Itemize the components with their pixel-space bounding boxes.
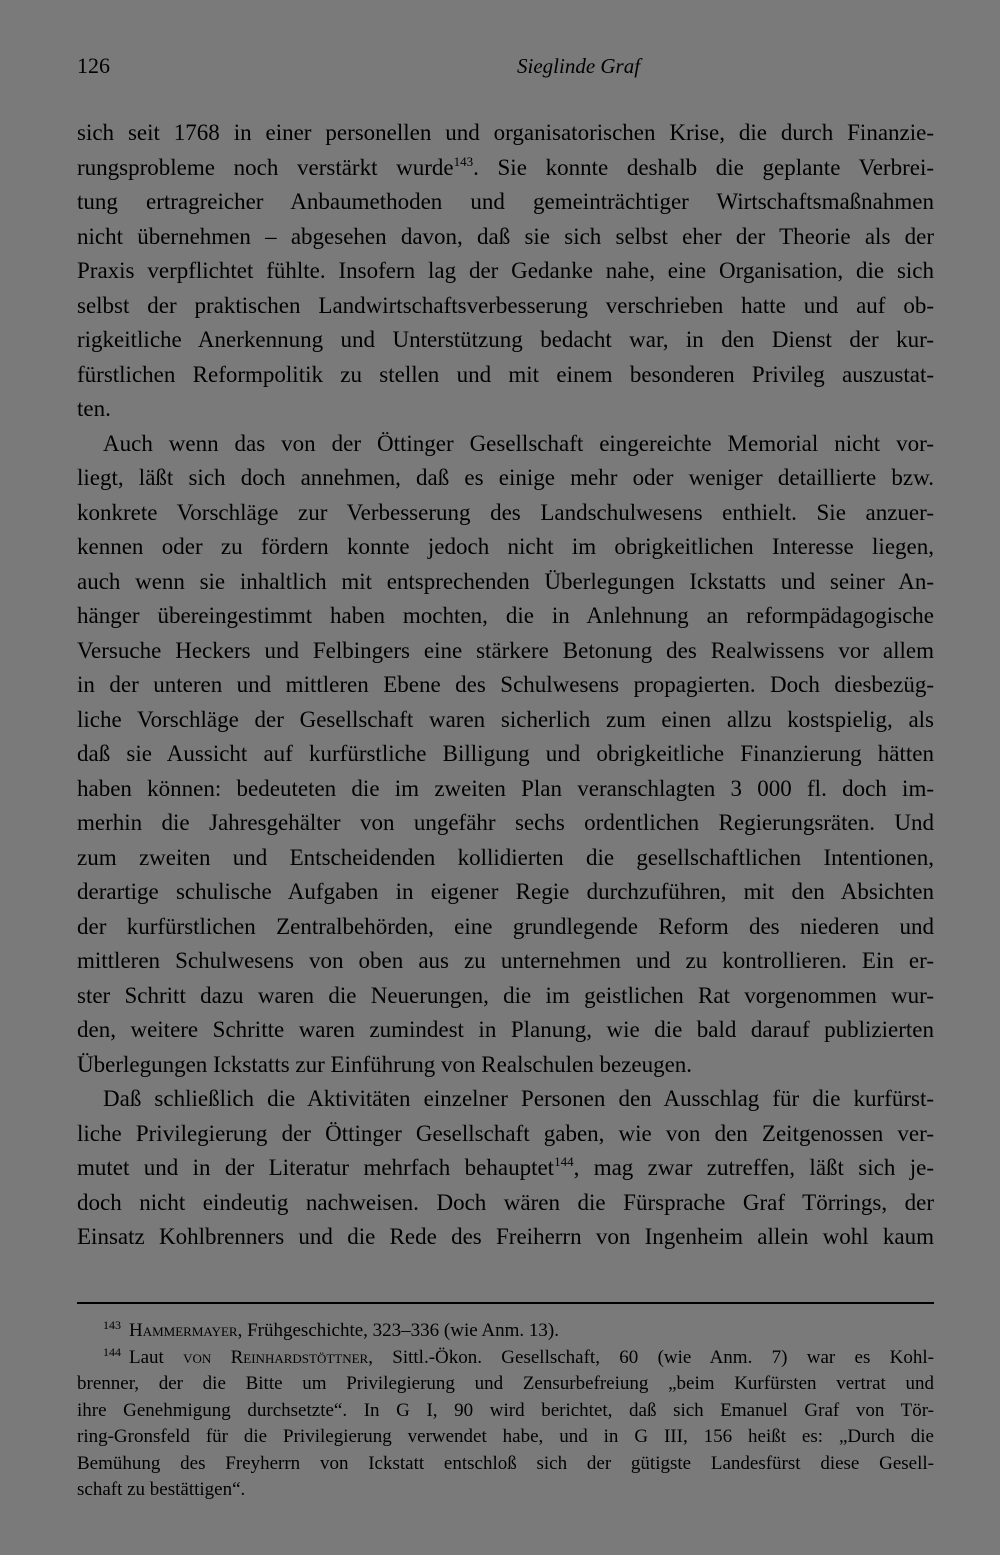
footnote-144: [77, 1345, 934, 1372]
text-line: Daß schließlich die Aktivitäten einzelner Personen den Ausschlag für die kurfürst-: [103, 1086, 934, 1111]
text-line: kennen oder zu fördern konnte jedoch nicht im obrigkeitlichen Interesse liegen,: [77, 534, 934, 559]
footnote-divider: [77, 1302, 934, 1304]
footnote-143: [77, 1318, 934, 1345]
running-head: Sieglinde Graf: [517, 54, 641, 78]
text-line: auch wenn sie inhaltlich mit entsprechenden Überlegungen Ickstatts und seiner An-: [77, 568, 934, 594]
footnote-line: Bemühung des Freyherrn von Ickstatt entschloß sich der gütigste Landesfürst diese Gesell-: [77, 1452, 934, 1474]
text-line: rigkeitliche Anerkennung und Unterstützung bedacht war, in den Dienst der kur-: [77, 327, 934, 352]
text-line: Einsatz Kohlbrenners und die Rede des Freiherrn von Ingenheim allein wohl kaum: [77, 1224, 934, 1249]
text-line: [77, 1151, 934, 1186]
text-line: liegt, läßt sich doch annehmen, daß es einige mehr oder weniger detaillierte bzw.: [77, 465, 934, 490]
page-number: 126: [77, 53, 110, 78]
text-line: [77, 151, 934, 186]
footnote-line: schaft zu bestättigen“.: [77, 1479, 246, 1500]
text-line: zum zweiten und Entscheidenden kollidierten die gesellschaftlichen Intentionen,: [77, 844, 934, 870]
text-line: nicht übernehmen – abgesehen davon, daß sie sich selbst eher der Theorie als der: [77, 223, 934, 249]
footnote-text: , Sittl.-Ökon. Gesellschaft, 60 (wie Anm. 7) war es Kohl-: [368, 1346, 934, 1368]
footnote-text: , Frühgeschichte, 323–336 (wie Anm. 13).: [237, 1320, 559, 1341]
footnote-line: ring-Gronsfeld für die Privilegierung verwendet habe, und in G III, 156 heißt es: „Durch die: [77, 1426, 934, 1447]
text-line: Überlegungen Ickstatts zur Einführung von Realschulen bezeugen.: [77, 1051, 693, 1077]
text-line: doch nicht eindeutig nachweisen. Doch wären die Fürsprache Graf Törrings, der: [77, 1189, 934, 1215]
text-line: den, weitere Schritte waren zumindest in Planung, wie die bald darauf publizierten: [77, 1017, 934, 1042]
text-line: ten.: [77, 396, 111, 421]
body-text: [77, 116, 934, 1255]
footnote-author: von Reinhardstöttner: [183, 1346, 369, 1368]
text-line: liche Vorschläge der Gesellschaft waren sicherlich zum einen allzu kostspielig, als: [77, 706, 934, 732]
text-segment: rungsprobleme noch verstärkt wurde: [77, 154, 454, 180]
text-line: selbst der praktischen Landwirtschaftsverbesserung verschrieben hatte und auf ob-: [77, 292, 934, 318]
text-line: ster Schritt dazu waren die Neuerungen, die im geistlichen Rat vorgenommen wur-: [77, 982, 934, 1008]
footnote-line: brenner, der die Bitte um Privilegierung und Zensurbefreiung „beim Kurfürsten vertrat und: [77, 1373, 934, 1394]
text-line: der kurfürstlichen Zentralbehörden, eine grundlegende Reform des niederen und: [77, 913, 934, 939]
text-line: liche Privilegierung der Öttinger Gesellschaft gaben, wie von den Zeitgenossen ver-: [77, 1120, 934, 1146]
text-segment: mutet und in der Literatur mehrfach behauptet: [77, 1155, 555, 1180]
text-line: tung ertragreicher Anbaumethoden und gemeinträchtiger Wirtschaftsmaßnahmen: [77, 189, 934, 214]
text-line: derartige schulische Aufgaben in eigener Regie durchzuführen, mit den Absichten: [77, 879, 934, 904]
footnote-author: Hammermayer: [129, 1320, 238, 1341]
text-line: mittleren Schulwesens von oben aus zu unternehmen und zu kontrollieren. Ein er-: [77, 948, 934, 973]
text-line: fürstlichen Reformpolitik zu stellen und mit einem besonderen Privileg auszustat-: [77, 361, 934, 387]
text-line: sich seit 1768 in einer personellen und organisatorischen Krise, die durch Finanzie-: [77, 120, 934, 145]
footnote-number: 144: [103, 1344, 121, 1359]
footnote-ref-144[interactable]: 144: [554, 1154, 574, 1169]
footnote-number: 143: [103, 1318, 121, 1332]
text-line: daß sie Aussicht auf kurfürstliche Billigung und obrigkeitliche Finanzierung hätten: [77, 741, 934, 766]
text-line: Praxis verpflichtet fühlte. Insofern lag der Gedanke nahe, eine Organisation, die sich: [77, 258, 934, 283]
text-line: konkrete Vorschläge zur Verbesserung des Landschulwesens enthielt. Sie anzuer-: [77, 499, 934, 525]
text-line: merhin die Jahresgehälter von ungefähr sechs ordentlichen Regierungsräten. Und: [77, 810, 934, 835]
page-header: [77, 48, 934, 84]
text-line: hänger übereingestimmt haben mochten, die in Anlehnung an reformpädagogische: [77, 603, 934, 628]
text-line: Auch wenn das von der Öttinger Gesellschaft eingereichte Memorial nicht vor-: [103, 430, 934, 456]
text-line: in der unteren und mittleren Ebene des Schulwesens propagierten. Doch diesbezüg-: [77, 672, 934, 697]
text-segment: . Sie konnte deshalb die geplante Verbrei-: [473, 154, 934, 180]
text-line: Versuche Heckers und Felbingers eine stärkere Betonung des Realwissens vor allem: [77, 637, 934, 663]
footnote-text: Laut: [129, 1346, 164, 1368]
text-segment: , mag zwar zutreffen, läßt sich je-: [573, 1155, 934, 1180]
footnote-ref-143[interactable]: 143: [453, 153, 474, 169]
text-line: haben können: bedeuteten die im zweiten Plan veranschlagten 3 000 fl. doch im-: [77, 775, 934, 801]
footnotes: [77, 1318, 934, 1504]
footnote-line: ihre Genehmigung durchsetzte“. In G I, 90 wird berichtet, daß sich Emanuel Graf von Tör-: [77, 1399, 934, 1421]
